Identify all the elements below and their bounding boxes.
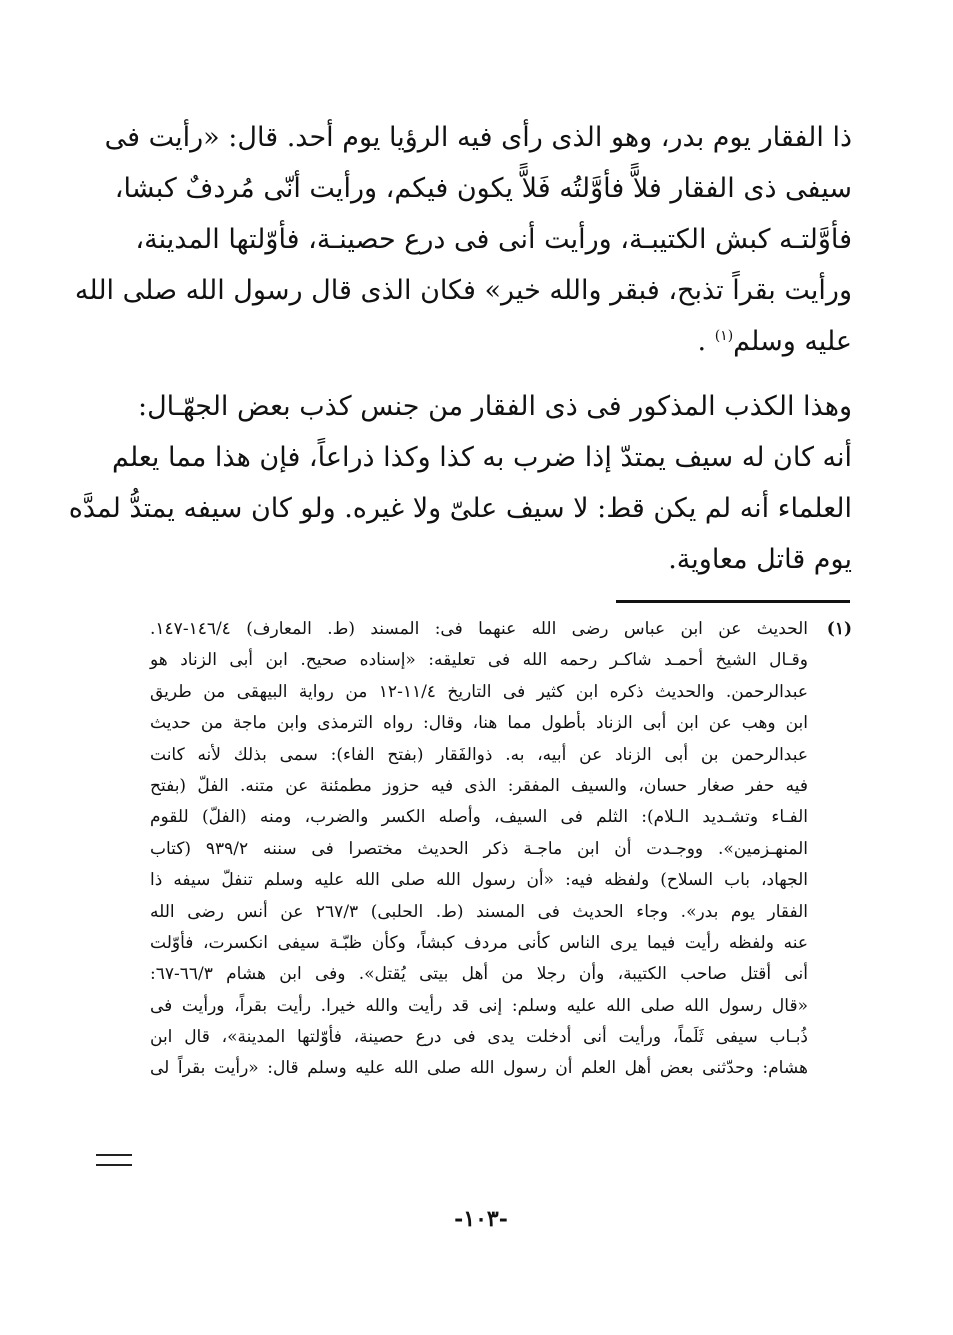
text-line: العلماء أنه لم يكن قط: لا سيف علىّ ولا غيره. ولو كان سيفه يمتدُّ لمدَّه [68,493,852,524]
paragraph-gap [150,367,852,381]
footnote-number: (١) [826,619,852,639]
footnote-line: هشام: وحدّثنى بعض أهل العلم أن رسول الله صلى الله عليه وسلم قال: «رأيت بقراً لى [150,1058,808,1079]
footnote-line: عبدالرحمن بن أبى الزناد عن أبيه، به. ذوالفَقار (بفتح الفاء): سمى بذلك لأنه كانت [150,744,808,765]
continuation-mark [96,1154,132,1166]
footnote-line: عنه ولفظه رأيت فيما يرى الناس كأنى مردف كبشاً، وكأن ظبّـة سيفى انكسرت، فأوّلت [150,932,808,953]
text-line: يوم قاتل معاوية. [668,544,852,575]
footnote-text [150,614,808,1085]
footnote-line: «قال رسول الله صلى الله عليه وسلم: إنى قد رأيت والله خيرا. رأيت بقراً، ورأيت فى [150,995,808,1016]
footnote-line: الفقار يوم بدر». وجاء الحديث فى المسند (ط. الحلبى) ٢٦٧/٣ عن أنس رضى الله [150,901,808,922]
text-line: سيفى ذى الفقار فلاًّ فأوَّلتُه فَلاًّ يكون فيكم، ورأيت أنّى مُردفٌ كبشا، [114,173,852,204]
text-line: أنه كان له سيف يمتدّ إذا ضرب به كذا وكذا ذراعاً، فإن هذا مما يعلم [111,442,852,473]
footnote-line: الحديث عن ابن عباس رضى الله عنهما فى: المسند (ط. المعارف) ١٤٦/٤-١٤٧. [150,619,809,639]
paragraph-end-mark: . [697,326,707,357]
footnote-reference: (١) [714,328,734,344]
text-line: ذا الفقار يوم بدر، وهو الذى رأى فيه الرؤيا يوم أحد. قال: «رأيت فى [104,122,852,153]
text-line: فأوَّلتـه كبش الكتيبـة، ورأيت أنى فى درع حصينـة، فأوّلتها المدينة، [135,224,852,255]
footnote-separator [616,600,850,603]
footnote-line: الفـاء وتشـديد الـلام): الثلم فى السيف، وأصله الكسر والضرب، ومنه (الفلّ) للقوم [150,807,808,828]
footnote-block [150,614,852,1085]
text-line: ورأيت بقراً تذبح، فبقر والله خير» فكان الذى قال رسول الله صلى الله [74,275,852,306]
main-text-block [68,112,852,585]
text-line: وهذا الكذب المذكور فى ذى الفقار من جنس كذب بعض الجهّـال: [137,391,852,422]
footnote-line: المنهـزمين». ووجـدت أن ابن ماجـة ذكر الحديث مختصرا فى سننه ٩٣٩/٢ (كتاب [150,838,808,859]
footnote-line: الجهاد، باب السلاح) ولفظه فيه: «أن رسول الله صلى الله عليه وسلم تنفلّ سيفه ذا [150,870,808,891]
text-line [150,316,852,367]
footnote-line: أنى أقتل صاحب الكتيبة، وأن رجلا من أهل بيتى يُقتل». وفى ابن هشام ٦٦/٣-٦٧: [150,964,808,985]
footnote-line: ذُبـاب سيفى ثَلَماً، ورأيت أنى أدخلت يدى فى درع حصينة، فأوّلتها المدينة»، قال ابن [150,1027,808,1048]
footnote-line: عبدالرحمن. والحديث ذكره ابن كثير فى التاريخ ١١/٤-١٢ من رواية البيهقى من طريق [150,681,808,702]
text-fragment: عليه وسلم [733,326,852,357]
footnote-line: ابن وهب عن ابن أبى الزناد بأطول مما هنا، وقال: رواه الترمذى وابن ماجة من حديث [150,713,808,734]
page-number: -١٠٣- [454,1206,508,1232]
footnote-line: فيه حفر صغار حسان، والسيف المفقر: الذى فيه حزوز مطمئنة عن متنه. الفلّ (بفتح [150,775,808,796]
footnote-line: وقـال الشيخ أحمـد شاكـر رحمه الله فى تعليقه: «إسناده صحيح. ابن أبى الزناد هو [150,650,808,671]
